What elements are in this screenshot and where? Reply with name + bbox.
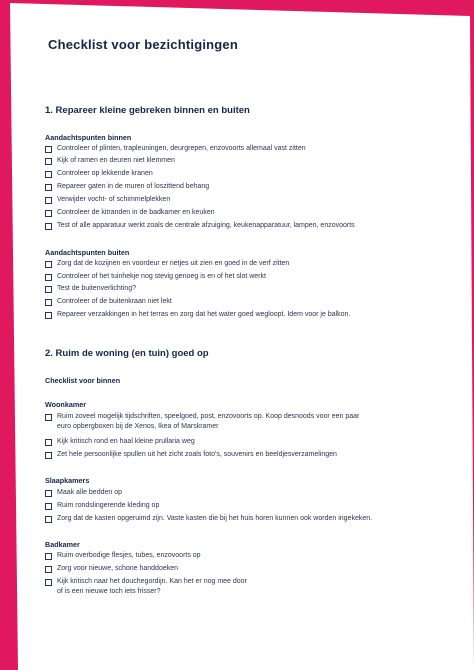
checkbox[interactable] <box>45 312 52 319</box>
buiten-heading: Aandachtspunten buiten <box>45 248 130 257</box>
checkbox[interactable] <box>45 146 52 153</box>
list-item: Ruim overbodige flesjes, tubes, enzovoorts op <box>57 552 201 559</box>
checkbox[interactable] <box>45 553 52 560</box>
checkbox[interactable] <box>45 274 52 281</box>
list-item: Maak alle bedden op <box>57 489 122 496</box>
list-item: Controleer de kitranden in de badkamer en keuken <box>57 209 215 216</box>
list-item: Kijk of ramen en deuren niet klemmen <box>57 157 175 164</box>
checkbox[interactable] <box>45 490 52 497</box>
checkbox[interactable] <box>45 516 52 523</box>
section-2-heading: 2. Ruim de woning (en tuin) goed op <box>45 348 209 359</box>
section-1-heading: 1. Repareer kleine gebreken binnen en buiten <box>45 105 250 116</box>
checkbox[interactable] <box>45 566 52 573</box>
list-item: Ruim zoveel mogelijk tijdschriften, speelgoed, post, enzovoorts op. Koop desnoods voor een paar <box>57 413 360 420</box>
checkbox[interactable] <box>45 579 52 586</box>
list-item: Zorg dat de kozijnen en voordeur er netjes uit zien en goed in de verf zitten <box>57 260 290 267</box>
checkbox[interactable] <box>45 171 52 178</box>
page-title: Checklist voor bezichtigingen <box>48 37 238 52</box>
checkbox[interactable] <box>45 414 52 421</box>
checkbox[interactable] <box>45 299 52 306</box>
list-item: Zorg dat de kasten opgeruimd zijn. Vaste kasten die bij het huis horen kunnen ook worden ingekeken. <box>57 515 373 522</box>
checkbox[interactable] <box>45 503 52 510</box>
checkbox[interactable] <box>45 286 52 293</box>
list-item-continued: of is een nieuwe toch iets frisser? <box>57 588 161 595</box>
checkbox[interactable] <box>45 261 52 268</box>
checkbox[interactable] <box>45 197 52 204</box>
list-item: Controleer of plinten, trapleuningen, deurgrepen, enzovoorts allemaal vast zitten <box>57 145 306 152</box>
checkbox[interactable] <box>45 439 52 446</box>
badkamer-heading: Badkamer <box>45 540 80 549</box>
woonkamer-heading: Woonkamer <box>45 400 87 409</box>
binnen-heading: Aandachtspunten binnen <box>45 133 132 142</box>
list-item: Controleer of het tuinhekje nog stevig genoeg is en of het slot werkt <box>57 273 266 280</box>
list-item: Ruim rondslingerende kleding op <box>57 502 160 509</box>
list-item: Repareer verzakkingen in het terras en zorg dat het water goed wegloopt. Idem voor je balkon. <box>57 311 351 318</box>
list-item: Kijk kritisch naar het douchegordijn. Kan het er nog mee door <box>57 578 247 585</box>
checkbox[interactable] <box>45 158 52 165</box>
slaapkamers-heading: Slaapkamers <box>45 476 90 485</box>
list-item-continued: euro opbergboxen bij de Xenos, Ikea of Marskramer <box>57 423 219 430</box>
checkbox[interactable] <box>45 184 52 191</box>
list-item: Controleer op lekkende kranen <box>57 170 153 177</box>
checkbox[interactable] <box>45 452 52 459</box>
list-item: Verwijder vocht- of schimmelplekken <box>57 196 171 203</box>
checklist-binnen-heading: Checklist voor binnen <box>45 376 121 385</box>
list-item: Zet hele persoonlijke spullen uit het zicht zoals foto's, souvenirs en beeldjesverzamelingen <box>57 451 337 458</box>
list-item: Zorg voor nieuwe, schone handdoeken <box>57 565 179 572</box>
list-item: Test of alle apparatuur werkt zoals de centrale afzuiging, keukenapparatuur, lampen, enzovoorts <box>57 222 355 229</box>
list-item: Kijk kritisch rond en haal kleine prullaria weg <box>57 438 195 445</box>
list-item: Repareer gaten in de muren of loszittend behang <box>57 183 210 190</box>
checkbox[interactable] <box>45 223 52 230</box>
list-item: Controleer of de buitenkraan niet lekt <box>57 298 172 305</box>
list-item: Test de buitenverlichting? <box>57 285 136 292</box>
checkbox[interactable] <box>45 210 52 217</box>
